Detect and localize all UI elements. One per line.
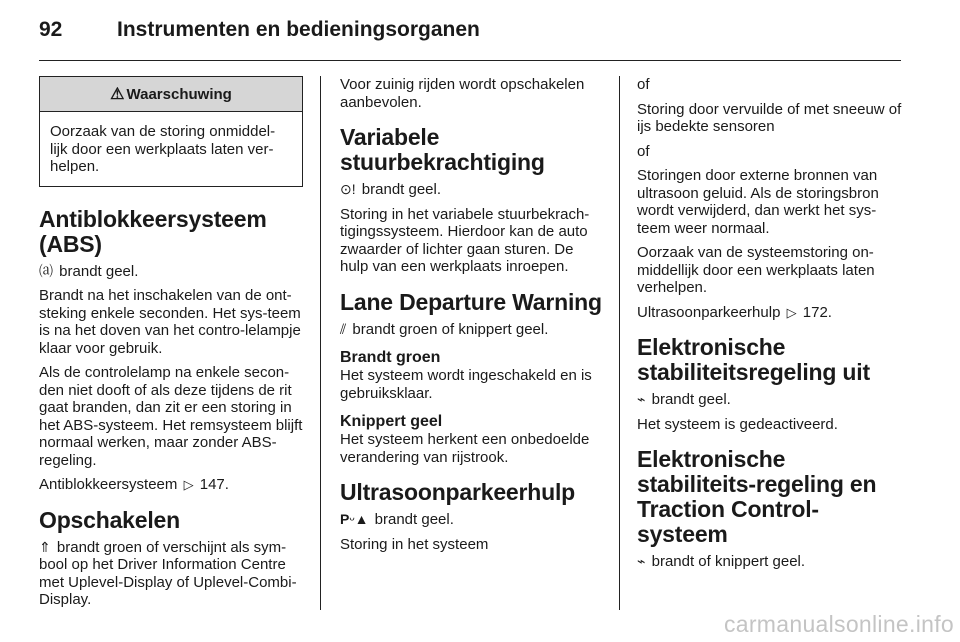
abs-reference-text: Antiblokkeersysteem [39,476,178,493]
column-2 [340,76,604,560]
warning-triangle-icon: ⚠ [110,86,125,103]
abs-icon: ⒜ [39,262,53,279]
abs-status-text: brandt geel. [59,262,139,280]
shift-paragraph [39,539,303,609]
warning-box [39,76,303,187]
abs-status [39,263,303,281]
column-3 [637,76,903,578]
shift-heading: Opschakelen [39,506,180,533]
or-text: of [637,142,650,160]
parking-reference-text: Ultrasoonparkeerhulp [637,303,781,321]
abs-reference [39,476,303,494]
esp-off-status-text: brandt geel. [651,391,731,408]
lane-departure-icon: ⫽ [340,320,347,337]
ldw-status-text: brandt groen of knippert geel. [352,320,549,338]
page-title: Instrumenten en bedieningsorganen [117,18,480,41]
shift-intro: Voor zuinig rijden wordt opschakelen aanbevolen. [340,76,585,111]
watermark: carmanualsonline.info [723,611,954,637]
dirty-sensors-text: Storing door vervuilde of met sneeuw of ijs bedekte sensoren [637,100,902,135]
shift-up-icon: ⇑ [39,538,51,555]
esp-tc-status [637,553,903,571]
column-divider [320,76,321,610]
parking-letter: P [340,511,350,527]
steering-status [340,181,604,199]
esp-off-status [637,391,903,409]
parking-text: Storing in het systeem [340,535,489,553]
abs-heading: Antiblokkeersysteem (ABS) [39,205,267,257]
steering-warning-icon: ⊙! [340,181,356,197]
parking-status-text: brandt geel. [374,511,454,528]
esp-tc-heading: Elektronische stabiliteits-regeling en Traction Control-systeem [637,446,877,547]
column-divider [619,76,620,610]
parking-heading: Ultrasoonparkeerhulp [340,479,575,505]
cause-text: Oorzaak van de systeemstoring on-middellijk door een werkplaats laten verhelpen. [637,244,875,296]
parking-status [340,511,604,529]
esp-tc-status-text: brandt of knippert geel. [651,553,806,570]
warning-heading: Waarschuwing [126,85,232,103]
page-reference-arrow-icon[interactable]: ▷ [786,304,797,320]
warning-text: Oorzaak van de storing onmiddel-lijk door een werkplaats laten ver-helpen. [50,123,276,175]
ldw-blink-text: Het systeem herkent een onbedoelde verandering van rijstrook. [340,431,590,466]
ldw-status [340,321,604,339]
parking-reference-page[interactable]: 172. [802,303,832,321]
steering-heading: Variabele stuurbekrachtiging [340,124,545,175]
steering-text: Storing in het variabele stuurbekrach-tigingssysteem. Hierdoor kan de auto zwaarder of lichter gaan sturen. De hulp van een werkplaats inroepen. [340,205,590,275]
abs-paragraph-1: Brandt na het inschakelen van de ont-steking enkele seconden. Het sys-teem is na het doven van het contro-lelampje klaar voor gebruik. [39,287,301,357]
header-divider [39,60,901,61]
steering-status-text: brandt geel. [361,181,442,198]
page-header [0,0,960,64]
page-number: 92 [39,18,63,41]
abs-paragraph-2: Als de controlelamp na enkele secon-den niet dooft of als deze tijdens de rit gaat branden, dan zit er een storing in het ABS-systeem. Het remsysteem blijft normaal werken, maar zonder ABS-regeling. [39,364,303,469]
shift-text: brandt groen of verschijnt als sym-bool op het Driver Information Centre met Uplevel-Display of Uplevel-Combi-Display. [39,538,297,608]
or-text: of [637,76,650,93]
warning-header [40,77,302,112]
ldw-blink-heading: Knippert geel [340,413,443,430]
esp-off-text: Het systeem is gedeactiveerd. [637,415,838,433]
ldw-green-heading: Brandt groen [340,349,441,366]
esp-tc-icon: ⌁ [637,553,646,569]
ldw-heading: Lane Departure Warning [340,288,602,315]
esp-off-heading: Elektronische stabiliteitsregeling uit [637,334,870,385]
parking-assist-icon: Pᵕ▲ [340,511,369,527]
abs-reference-page[interactable]: 147. [199,476,229,493]
esp-off-icon: ⌁ [637,391,646,407]
ldw-green-text: Het systeem wordt ingeschakeld en is gebruiksklaar. [340,367,592,402]
external-sources-text: Storingen door externe bronnen van ultrasoon geluid. Als de storingsbron wordt verwijderd, dan werkt het sys-teem weer normaal. [637,167,879,237]
column-1 [39,76,303,616]
page-reference-arrow-icon[interactable]: ▷ [183,477,194,492]
parking-reference [637,304,903,322]
